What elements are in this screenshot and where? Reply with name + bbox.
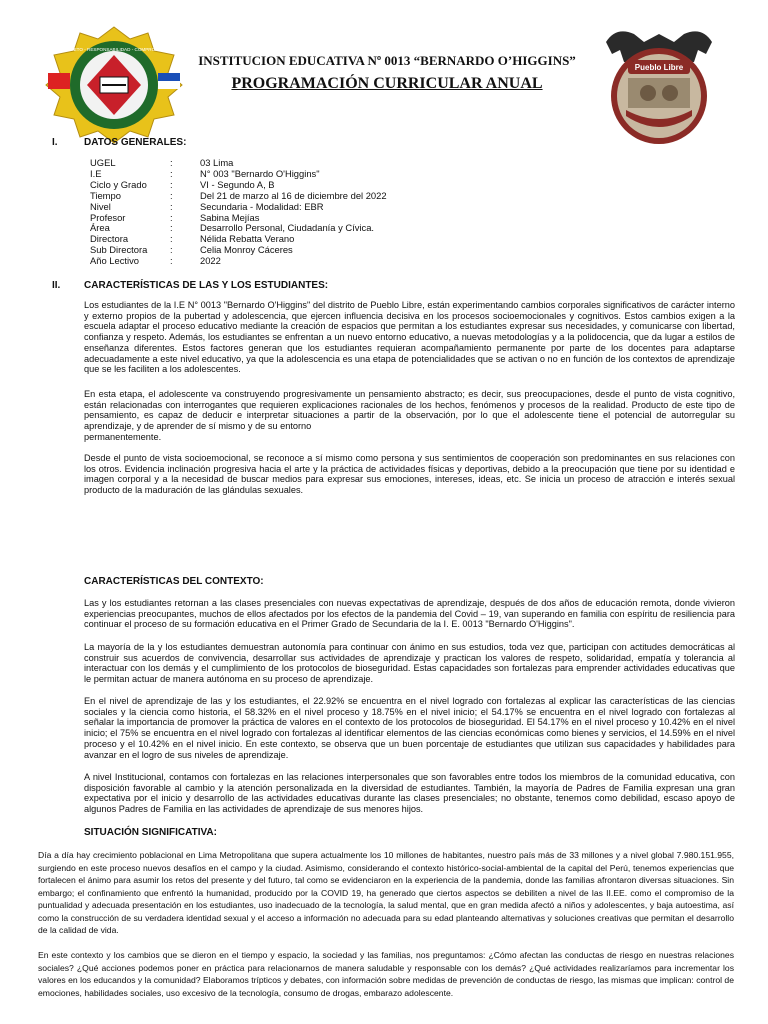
context-paragraph: La mayoría de la y los estudiantes demuestran autonomía para continuar con ánimo en sus estudios, toda vez que, participan con actitudes democráticas al construir sus acuerdos de convivencia, desarrollar sus actividades de aprendizaje y practican los valores de respeto, solidaridad, empatía y tolerancia al interactuar con los demás y el cumplimiento de los protocolos de bioseguridad. Estas capacidades son fortalezas para emprender actividades educativas que le permitan actuar de manera autónoma en su proceso de aprendizaje. bbox=[84, 642, 735, 685]
general-data-row bbox=[90, 245, 500, 256]
row-label: Profesor bbox=[90, 211, 126, 223]
row-label: Año Lectivo bbox=[90, 255, 139, 267]
row-label: I.E bbox=[90, 167, 102, 179]
general-data-row bbox=[90, 223, 500, 234]
row-value: Secundaria - Modalidad: EBR bbox=[200, 200, 324, 212]
section-2-heading: CARACTERÍSTICAS DE LAS Y LOS ESTUDIANTES: bbox=[84, 280, 329, 291]
section-1-heading: DATOS GENERALES: bbox=[84, 137, 187, 148]
row-label: Directora bbox=[90, 233, 129, 245]
row-colon: : bbox=[170, 244, 173, 256]
students-paragraph: permanentemente. bbox=[84, 432, 162, 442]
students-paragraph: En esta etapa, el adolescente va construyendo progresivamente un pensamiento abstracto; es decir, sus preocupaciones, desde el punto de vista cognitivo, están relacionadas con interrogantes que requieren explicaciones racionales de los hechos, fenómenos y procesos de la realidad. Producto de este tipo de pensamiento, es capaz de deducir e interpretar situaciones a partir de la observación, por lo que el adolescente tiene el potencial de autorregular su aprendizaje, y de aprender de sí mismo y de su entorno bbox=[84, 389, 735, 432]
row-value: Celia Monroy Cáceres bbox=[200, 244, 293, 256]
situation-paragraph: Día a día hay crecimiento poblacional en Lima Metropolitana que supera actualmente los 10 millones de habitantes, nuestro país más de 33 millones y a nivel global 7.980.151.955, surgiendo en este proceso nuevos desafíos en el campo y la ciudad. Asimismo, considerando el contexto histórico-social-ambiental de la capital del Perú, tenemos experiencias que fortalecen el ánimo para asumir los retos del presente y del futuro, tal como se evidenciaron en la experiencia de la pandemia, donde las familias afrontaron diversas situaciones. Sin embargo; el confinamiento que enfrentó la humanidad, producido por la COVID 19, ha generado que ciertos aspectos se debiliten a nivel de las II.EE. como el compromiso de la puntualidad y adecuada presentación en los estudiantes, uso inadecuado de la tecnología, la salud mental, que en gran medida afectó a niños y adolescentes, y baja autoestima, así como la construcción de su verdadera identidad sexual y el acceso a información no adecuada para su edad planteando alternativas y soluciones creativas que permitan el desarrollo de la calidad de vida. bbox=[38, 850, 734, 935]
section-2-number: II. bbox=[52, 280, 61, 291]
section-1-number: I. bbox=[52, 137, 58, 148]
row-label: Nivel bbox=[90, 200, 111, 212]
row-label: Tiempo bbox=[90, 189, 121, 201]
row-value: N° 003 "Bernardo O'Higgins" bbox=[200, 167, 320, 179]
row-colon: : bbox=[170, 189, 173, 201]
row-colon: : bbox=[170, 157, 173, 168]
row-colon: : bbox=[170, 233, 173, 245]
row-colon: : bbox=[170, 211, 173, 223]
row-colon: : bbox=[170, 255, 173, 267]
row-value: 2022 bbox=[200, 255, 221, 267]
row-label: Ciclo y Grado bbox=[90, 178, 147, 190]
general-data-row bbox=[90, 256, 500, 267]
row-colon: : bbox=[170, 178, 173, 190]
students-paragraph: Desde el punto de vista socioemocional, se reconoce a sí mismo como persona y sus sentimientos de cooperación son predominantes en sus relaciones con los otros. Evidencia inclinación progresiva hacia el arte y la práctica de actividades físicas y deportivas, debido a la preocupación que tiene por su identidad e imagen corporal y a la necesidad de buscar medios para expresar sus emociones, intereses, ideas, etc. Se inicia un proceso de atracción e interés sexual producto de la maduración de las glándulas sexuales. bbox=[84, 453, 735, 496]
row-value: VI - Segundo A, B bbox=[200, 178, 275, 190]
situation-paragraph: En este contexto y los cambios que se dieron en el tiempo y espacio, la sociedad y las familias, nos preguntamos: ¿Cómo afectan las conductas de riesgo en nuestras relaciones sociales? ¿Qué acciones podemos poner en práctica para relacionarnos de manera saludable y responsable con los demás? ¿Qué actividades realizaríamos para incrementar los valores en los educandos y la comunidad? Elaboramos trípticos y debates, con información sobre medidas de prevención de conductas de riesgo, las mismas que implican: control de emociones, habilidades sociales, uso excesivo de la tecnología, consumo de drogas, embarazo adolescente. bbox=[38, 950, 734, 998]
general-data-row bbox=[90, 169, 500, 180]
seal-motto-text: RESPETO - RESPONSABILIDAD - COMPROMISO bbox=[61, 47, 167, 52]
row-value: 03 Lima bbox=[200, 157, 234, 168]
context-paragraph: En el nivel de aprendizaje de las y los estudiantes, el 22.92% se encuentra en el nivel logrado con fortalezas al explicar las características de las ciencias sociales y la ciencia como historia, el 58.32% en el nivel proceso y 18.75% en el nivel inicio; el 54.17% se encuentra en el nivel logrado con fortalezas al señalar la importancia de promover la práctica de valores en el contexto de los protocolos de bioseguridad. El 54.17% en el nivel proceso y 10.42% en el nivel inicio; el 75% se encuentra en el nivel logrado con fortalezas al identificar elementos de las ciencias económicas como bienes y servicios, el 14.59% en el nivel proceso y el 10.42% en el nivel inicio. En este contexto, se observa que un buen porcentaje de estudiantes que utilizan sus capacidades y habilidades para avanzar en el logro de sus niveles de aprendizaje. bbox=[84, 696, 735, 760]
row-value: Sabina Mejías bbox=[200, 211, 260, 223]
document-title: PROGRAMACIÓN CURRICULAR ANUAL bbox=[231, 75, 543, 92]
row-colon: : bbox=[170, 222, 173, 234]
row-colon: : bbox=[170, 200, 173, 212]
row-label: Área bbox=[90, 222, 110, 234]
row-value: Nélida Rebatta Verano bbox=[200, 233, 295, 245]
situation-heading: SITUACIÓN SIGNIFICATIVA: bbox=[84, 827, 217, 838]
district-name-text: Pueblo Libre bbox=[634, 63, 684, 72]
general-data-row bbox=[90, 234, 500, 245]
row-value: Desarrollo Personal, Ciudadanía y Cívica. bbox=[200, 222, 375, 234]
context-paragraph: Las y los estudiantes retornan a las clases presenciales con nuevas expectativas de aprendizaje, después de dos años de educación remota, donde vivieron experiencias preocupantes, muchos de ellos afectados por los efectos de la pandemia del Covid – 19, van superando en familia con espíritu de resiliencia para continuar el proceso de su formación educativa en el Primer Grado de Secundaria de la I. E. 0013 "Bernardo O'Higgins". bbox=[84, 598, 735, 630]
context-paragraph: A nivel Institucional, contamos con fortalezas en las relaciones interpersonales que son favorables entre todos los miembros de la comunidad educativa, con disposición favorable al cambio y la atención personalizada en la diversidad de estudiantes. También, la mayoría de Padres de Familia expresan una gran expectativa por el inicio y desarrollo de las actividades educativas durante las clases presenciales; no obstante, tenemos como debilidad, escaso apoyo de algunos Padres de Familia en las actividades de aprendizaje de sus menores hijos. bbox=[84, 772, 735, 815]
row-label: Sub Directora bbox=[90, 244, 148, 256]
institution-title: INSTITUCION EDUCATIVA Nº 0013 “BERNARDO O’HIGGINS” bbox=[198, 53, 576, 68]
general-data-list bbox=[90, 158, 500, 267]
row-label: UGEL bbox=[90, 157, 116, 168]
general-data-row bbox=[90, 191, 500, 202]
context-heading: CARACTERÍSTICAS DEL CONTEXTO: bbox=[84, 576, 264, 587]
row-colon: : bbox=[170, 167, 173, 179]
students-paragraph: Los estudiantes de la I.E N° 0013 "Bernardo O'Higgins" del distrito de Pueblo Libre, están experimentando cambios corporales significativos de carácter interno y externo propios de la pubertad y adolescencia, que ejercen influencia decisiva en los procesos socioemocionales y cognitivos. Estos cambios exigen a la escuela adaptar el proceso educativo mediante la creación de espacios que permitan a los estudiantes expresar sus necesidades, y comunicarse con libertad, confianza y respeto. Además, los estudiantes se enfrentan a un nuevo entorno educativo, a nuevas metodologías y a la polidocencia, que da lugar a estilos de enseñanza diferentes. Estos factores generan que los estudiantes requieran acompañamiento permanente por parte de los docentes para adaptarse adecuadamente a este nivel educativo, ya que la adolescencia es una etapa de potencialidades que se activan o no en función de los contextos de aprendizaje que se les faciliten a los adolescentes. bbox=[84, 300, 735, 375]
row-value: Del 21 de marzo al 16 de diciembre del 2022 bbox=[200, 189, 387, 201]
general-data-row bbox=[90, 202, 500, 213]
